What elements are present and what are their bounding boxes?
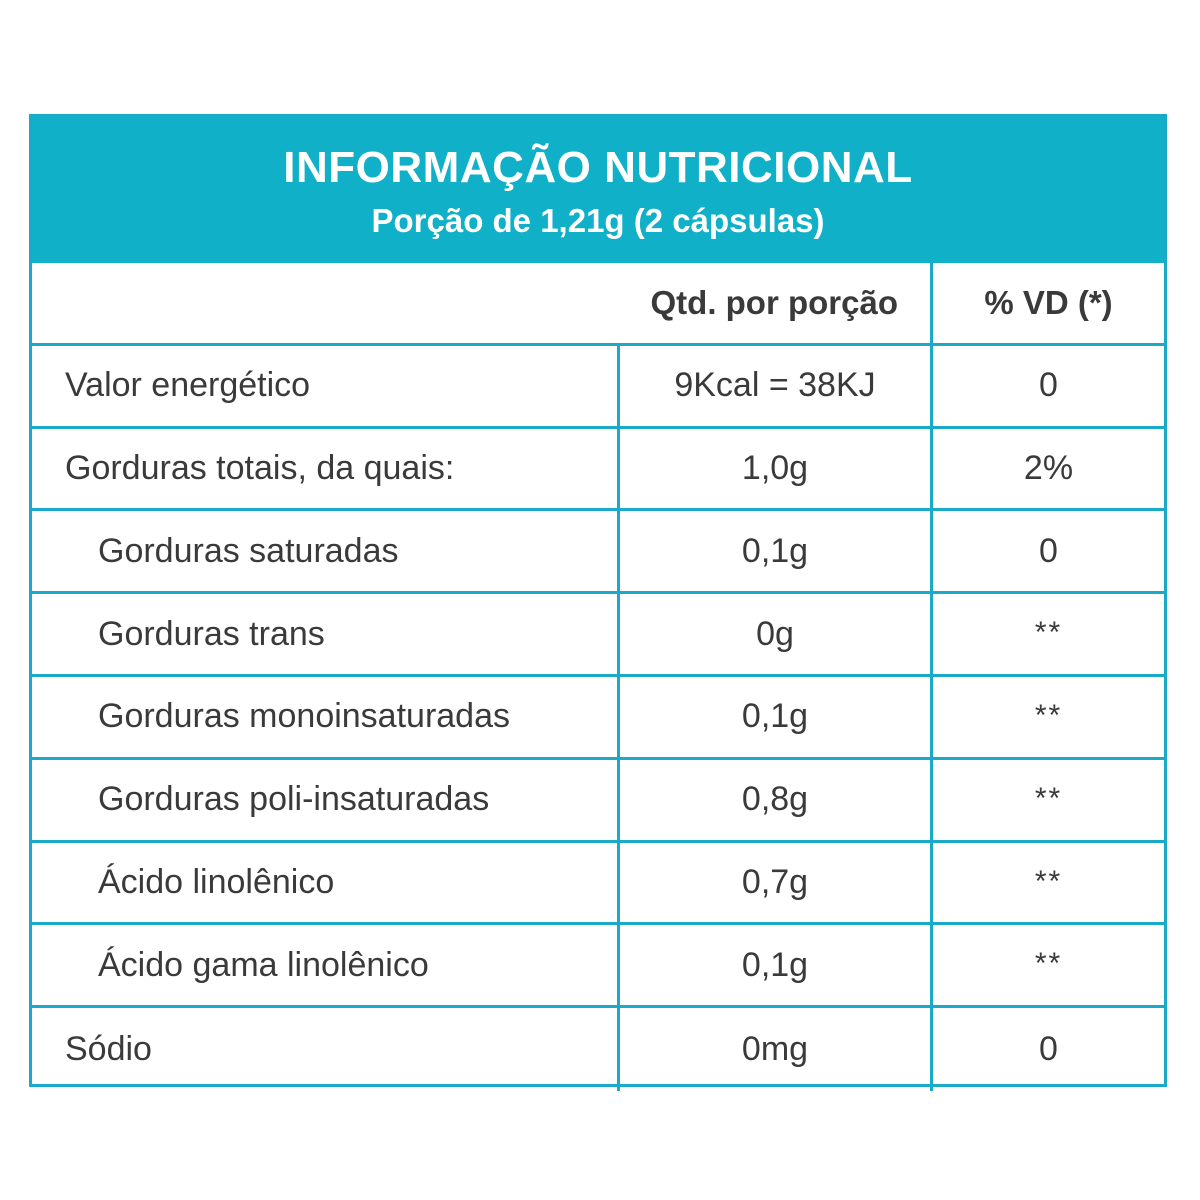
nutrient-quantity: 0,8g bbox=[617, 760, 930, 840]
nutrient-name: Valor energético bbox=[65, 366, 311, 405]
table-row bbox=[32, 429, 1164, 512]
nutrient-daily-value: ** bbox=[930, 594, 1164, 674]
nutrient-name: Gorduras trans bbox=[98, 614, 325, 653]
nutrient-quantity: 9Kcal = 38KJ bbox=[617, 346, 930, 426]
nutrition-facts-table bbox=[29, 114, 1167, 1087]
table-row bbox=[32, 511, 1164, 594]
nutrient-name: Sódio bbox=[65, 1030, 152, 1069]
nutrient-name: Gorduras monoinsaturadas bbox=[98, 697, 511, 736]
nutrient-name: Ácido gama linolênico bbox=[98, 945, 429, 984]
nutrient-daily-value: 0 bbox=[930, 346, 1164, 426]
table-row bbox=[32, 843, 1164, 926]
nutrient-name: Gorduras poli-insaturadas bbox=[98, 780, 490, 819]
nutrient-name: Ácido linolênico bbox=[98, 862, 335, 901]
column-header-nutrient bbox=[32, 263, 617, 343]
nutrient-daily-value: ** bbox=[930, 677, 1164, 757]
nutrient-daily-value: ** bbox=[930, 925, 1164, 1005]
table-row bbox=[32, 346, 1164, 429]
nutrient-quantity: 1,0g bbox=[617, 429, 930, 509]
nutrition-grid bbox=[32, 263, 1164, 1091]
nutrient-name: Gorduras saturadas bbox=[98, 531, 399, 570]
table-row bbox=[32, 677, 1164, 760]
nutrient-daily-value: 0 bbox=[930, 1008, 1164, 1091]
column-header-row bbox=[32, 263, 1164, 346]
nutrition-header-banner bbox=[32, 117, 1164, 263]
nutrient-daily-value: ** bbox=[930, 760, 1164, 840]
table-row bbox=[32, 1008, 1164, 1091]
nutrient-daily-value: ** bbox=[930, 843, 1164, 923]
nutrition-title: INFORMAÇÃO NUTRICIONAL bbox=[283, 143, 913, 192]
nutrient-quantity: 0,7g bbox=[617, 843, 930, 923]
nutrient-name: Gorduras totais, da quais: bbox=[65, 448, 455, 487]
serving-size-subtitle: Porção de 1,21g (2 cápsulas) bbox=[371, 202, 825, 239]
nutrient-quantity: 0,1g bbox=[617, 511, 930, 591]
nutrient-quantity: 0mg bbox=[617, 1008, 930, 1091]
table-row bbox=[32, 925, 1164, 1008]
nutrient-quantity: 0,1g bbox=[617, 677, 930, 757]
nutrient-quantity: 0g bbox=[617, 594, 930, 674]
table-row bbox=[32, 594, 1164, 677]
nutrient-quantity: 0,1g bbox=[617, 925, 930, 1005]
nutrient-daily-value: 2% bbox=[930, 429, 1164, 509]
column-header-quantity: Qtd. por porção bbox=[650, 283, 898, 321]
table-row bbox=[32, 760, 1164, 843]
nutrient-daily-value: 0 bbox=[930, 511, 1164, 591]
column-header-daily-value: % VD (*) bbox=[930, 263, 1164, 343]
